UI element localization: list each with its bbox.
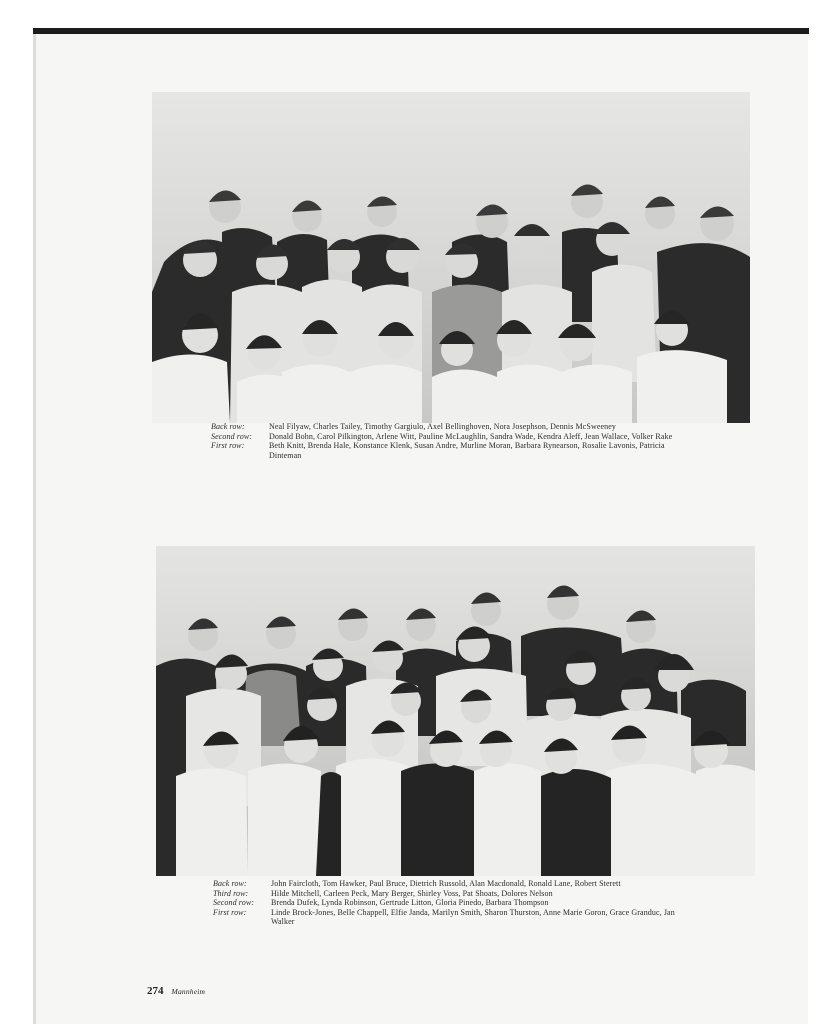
caption-row xyxy=(211,441,689,460)
page-number: 274 xyxy=(147,985,164,997)
row-names: Brenda Dufek, Lynda Robinson, Gertrude Litton, Gloria Pinedo, Barbara Thompson xyxy=(271,898,549,907)
row-label: Third row: xyxy=(213,888,249,898)
class-photo-2 xyxy=(156,546,755,876)
row-label: Back row: xyxy=(211,422,245,431)
row-label: First row: xyxy=(211,441,245,450)
caption-row xyxy=(211,422,689,432)
photo-1-caption xyxy=(211,422,689,460)
row-names: Hilde Mitchell, Carleen Peck, Mary Berger, Shirley Voss, Pat Shoats, Dolores Nelson xyxy=(271,888,553,898)
row-names: Neal Filyaw, Charles Tailey, Timothy Gargiulo, Axel Bellinghoven, Nora Josephson, Dennis McSweeney xyxy=(269,422,616,431)
row-label: Second row: xyxy=(213,898,255,907)
row-names: Beth Knitt, Brenda Hale, Konstance Klenk, Susan Andre, Murline Moran, Barbara Rynearson, Rosalie Lavonis, Patricia Dinteman xyxy=(269,441,665,460)
row-label: Second row: xyxy=(211,431,253,441)
row-label: Back row: xyxy=(213,879,247,888)
caption-row xyxy=(213,898,690,908)
row-label: First row: xyxy=(213,907,247,917)
caption-row xyxy=(211,432,689,442)
photo-2-caption xyxy=(213,879,690,927)
page-footer xyxy=(147,985,205,997)
row-names: John Faircloth, Tom Hawker, Paul Bruce, Dietrich Russold, Alan Macdonald, Ronald Lane, Robert Sterett xyxy=(271,879,621,888)
school-name: Mannheim xyxy=(171,987,206,996)
class-photo-1 xyxy=(152,92,750,423)
caption-row xyxy=(213,908,690,927)
row-names: Donald Bohn, Carol Pilkington, Arlene Witt, Pauline McLaughlin, Sandra Wade, Kendra Aleff, Jean Wallace, Volker Rake xyxy=(269,431,673,441)
row-names: Linde Brock-Jones, Belle Chappell, Elfie Janda, Marilyn Smith, Sharon Thurston, Anne Marie Goron, Grace Granduc, Jan Walker xyxy=(271,907,675,926)
caption-row xyxy=(213,889,690,899)
caption-row xyxy=(213,879,690,889)
